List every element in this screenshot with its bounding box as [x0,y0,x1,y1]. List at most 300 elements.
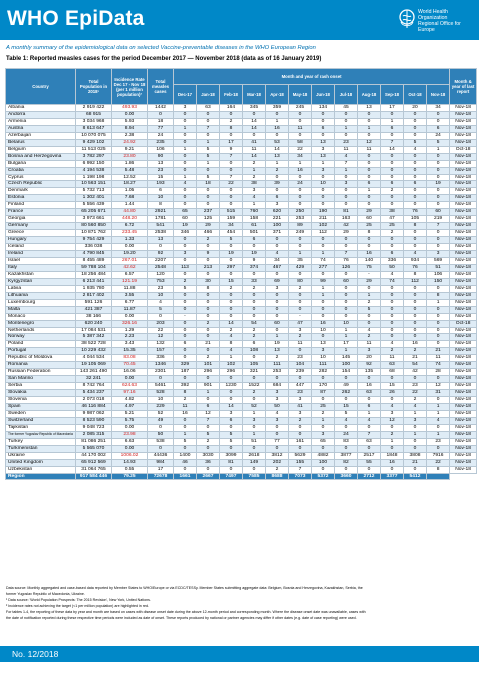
table-cell: 0 [289,202,312,209]
table-cell: 0 [404,202,427,209]
table-cell: 170 [312,383,335,390]
total-cell: 2712 [358,473,381,480]
table-cell: 5 [197,174,220,181]
table-cell: 0 [312,334,335,341]
table-cell: Nov-18 [450,264,477,271]
table-cell: 1848 [381,452,404,459]
incidence-cell: 5.48 [112,167,148,174]
table-cell: 8 [404,271,427,278]
table-cell: 3 [289,410,312,417]
country-cell: Germany [6,223,76,230]
table-cell: 371 [266,230,289,237]
table-cell: 0 [358,111,381,118]
table-cell: 2 [174,397,197,404]
country-cell: Kazakhstan [6,271,76,278]
incidence-cell: 1006.02 [112,452,148,459]
table-row [6,403,477,410]
table-cell: 8 [220,125,243,132]
col-header-month: May-18 [289,85,312,105]
table-row [6,195,477,202]
table-cell: 0 [243,397,266,404]
table-cell: 0 [220,299,243,306]
table-cell: 13 [266,348,289,355]
table-cell: 6 [220,417,243,424]
table-cell: 0 [427,424,450,431]
table-cell: 8 [427,292,450,299]
table-cell: 250 [289,209,312,216]
table-cell: 0 [220,188,243,195]
table-cell: 0 [220,257,243,264]
country-cell: Greece [6,230,76,237]
country-cell: Uzbekistan [6,466,76,473]
table-cell: 336 038 [76,244,112,251]
table-cell: 2301 [148,369,174,376]
table-cell: 5 [220,237,243,244]
table-cell: 0 [404,327,427,334]
table-cell: 0 [266,132,289,139]
table-cell: 984 [148,459,174,466]
table-cell: 0 [266,188,289,195]
table-cell: 0 [148,424,174,431]
table-cell: 0 [335,202,358,209]
table-cell: 0 [381,424,404,431]
table-cell: 0 [381,466,404,473]
table-cell: 0 [174,257,197,264]
table-cell: 14 [220,403,243,410]
table-cell: 51 [243,438,266,445]
table-cell: Nov-18 [450,341,477,348]
table-cell: 99 [312,278,335,285]
table-row [6,167,477,174]
table-cell: 3 [266,390,289,397]
table-cell: 6 [358,181,381,188]
incidence-cell: 0.55 [112,466,148,473]
country-cell: Slovakia [6,390,76,397]
table-cell: 0 [358,132,381,139]
table-cell: 6 [427,125,450,132]
page-title: WHO EpiData [7,7,145,30]
table-cell: 0 [404,118,427,125]
who-logo-text [418,9,478,33]
table-cell: 0 [358,202,381,209]
country-cell: Serbia [6,383,76,390]
table-cell: 0 [381,202,404,209]
table-cell: 0 [174,244,197,251]
table-cell: 0 [312,376,335,383]
country-cell: Turkey [6,438,76,445]
table-cell: 19 [174,223,197,230]
total-cell: 3660 [335,473,358,480]
table-cell: 16 [174,410,197,417]
table-cell: 591 126 [76,299,112,306]
table-cell: 25 [358,223,381,230]
table-cell: 7916 [427,452,450,459]
table-cell: 3 [174,251,197,258]
table-cell: 0 [266,376,289,383]
footnote-line: ¹ Data source: 'World Population Prospects: The 2015 Revision', New York, United Nations. [6,597,151,602]
table-cell: 0 [220,306,243,313]
total-cell: 7073 [289,473,312,480]
table-cell: 0 [220,160,243,167]
table-cell: 77 [266,438,289,445]
col-header-month: Jan-18 [197,85,220,105]
table-cell: 0 [174,292,197,299]
table-cell: 74 [312,257,335,264]
table-cell: 9 048 723 [76,424,112,431]
table-cell: 0 [289,118,312,125]
table-cell: 69 [266,278,289,285]
table-cell: 0 [312,111,335,118]
table-cell: Nov-18 [450,118,477,125]
table-cell: 0 [312,271,335,278]
table-cell: 8 [220,341,243,348]
table-cell: Nov-18 [450,209,477,216]
table-cell: 0 [404,132,427,139]
table-cell: Nov-18 [450,111,477,118]
table-cell: 0 [381,320,404,327]
table-cell: 336 [148,355,174,362]
table-cell: 2517 [358,452,381,459]
table-cell: 3 [381,410,404,417]
table-row [6,230,477,237]
table-cell: 1 [266,160,289,167]
table-cell: 32 241 [76,376,112,383]
table-cell: 6 [243,237,266,244]
table-cell: 2 [266,466,289,473]
table-cell: 1 [358,410,381,417]
table-cell: 52 [243,403,266,410]
measles-cases-table [5,68,477,480]
table-cell: Nov-18 [450,369,477,376]
table-cell: 17 [335,341,358,348]
incidence-cell: 5.21 [112,410,148,417]
table-cell: 0 [335,285,358,292]
table-cell: Nov-18 [450,445,477,452]
table-cell: 0 [427,306,450,313]
table-cell: 429 [289,264,312,271]
table-cell: 4 044 534 [76,355,112,362]
table-cell: 8 [427,466,450,473]
table-cell: 46 116 884 [76,403,112,410]
table-cell: 11 [243,146,266,153]
table-cell: 89 [289,223,312,230]
table-cell: 3 034 968 [76,118,112,125]
table-cell: 467 [266,264,289,271]
table-cell: 5 [427,139,450,146]
table-cell: 346 [174,230,197,237]
table-cell: 0 [174,334,197,341]
table-cell: 1781 [148,216,174,223]
table-cell: 3 [266,397,289,404]
table-cell: 0 [404,244,427,251]
table-cell: 26 [381,390,404,397]
table-cell: 50 [148,431,174,438]
total-cell [427,473,450,480]
table-cell: 0 [358,153,381,160]
table-cell: 0 [174,299,197,306]
table-cell: 569 [427,257,450,264]
table-cell: 5 556 439 [76,202,112,209]
table-cell: 0 [335,445,358,452]
table-cell: 0 [243,355,266,362]
table-cell: 1400 [174,452,197,459]
table-cell: 6 [404,181,427,188]
table-cell: 0 [427,341,450,348]
table-cell: 193 [148,181,174,188]
table-cell: 0 [404,237,427,244]
table-cell: 1442 [148,105,174,112]
total-label: Region [6,473,76,480]
table-cell: 1 [243,431,266,438]
table-cell: 4 [220,348,243,355]
table-cell: 2 [381,230,404,237]
table-cell: 77 [148,125,174,132]
table-cell: 0 [197,111,220,118]
table-cell: 132 [148,341,174,348]
table-cell: 150 [427,278,450,285]
table-cell: 44436 [148,452,174,459]
table-cell: 0 [174,188,197,195]
table-cell: 28 [427,369,450,376]
table-cell: 0 [312,397,335,404]
table-cell: 0 [197,244,220,251]
table-cell: 0 [289,348,312,355]
table-cell: 100 [312,459,335,466]
table-cell: 0 [358,376,381,383]
table-cell: 4 [381,403,404,410]
table-cell: 0 [404,376,427,383]
table-cell: 0 [335,306,358,313]
table-cell: 1 [358,188,381,195]
incidence-cell: 24.92 [112,139,148,146]
table-cell: 0 [243,313,266,320]
table-cell: 29 [197,223,220,230]
table-cell: 0 [427,327,450,334]
incidence-cell: 5.75 [112,417,148,424]
table-cell: 0 [266,237,289,244]
table-cell: 11 [381,355,404,362]
table-cell: 1 [197,139,220,146]
country-cell: Sweden [6,410,76,417]
table-cell: 0 [312,445,335,452]
table-cell: 80 560 850 [76,223,112,230]
table-cell: 5 [358,306,381,313]
table-cell: 29 [358,278,381,285]
table-cell: 2 073 018 [76,397,112,404]
table-cell: 2 [220,285,243,292]
table-cell: 0 [404,285,427,292]
table-cell: 14 [381,146,404,153]
footnote-line: former Yugoslav Republic of Macedonia, Ukraine. [6,591,85,596]
table-cell: 8 [174,390,197,397]
table-cell: 202 [266,459,289,466]
table-cell: 0 [381,160,404,167]
table-row [6,132,477,139]
table-cell: 0 [427,320,450,327]
table-cell: Nov-18 [450,431,477,438]
table-cell: 392 [174,383,197,390]
table-cell: 0 [312,299,335,306]
table-row [6,320,477,327]
table-cell: 5 [197,146,220,153]
country-cell: Hungary [6,237,76,244]
table-cell: 0 [404,125,427,132]
table-cell: 6 [381,181,404,188]
table-cell: 1 [197,160,220,167]
table-cell: 0 [335,237,358,244]
table-cell: 7 [220,153,243,160]
table-cell: 51 [427,264,450,271]
table-cell: Nov-18 [450,313,477,320]
table-cell: Oct-18 [450,320,477,327]
table-cell: 102 [312,223,335,230]
incidence-cell: 0.00 [112,313,148,320]
table-cell: 0 [381,132,404,139]
country-cell: Austria [6,125,76,132]
table-cell: 0 [243,299,266,306]
table-cell: 49 [148,417,174,424]
table-cell: 38 522 728 [76,341,112,348]
table-cell: 68 [381,369,404,376]
table-cell: Oct-18 [450,146,477,153]
table-row [6,410,477,417]
table-cell: 4882 [312,452,335,459]
table-cell: 0 [404,111,427,118]
table-cell: 35 [289,257,312,264]
table-cell: 81 [220,459,243,466]
table-cell: 0 [335,132,358,139]
table-cell: 11 [335,146,358,153]
table-row [6,341,477,348]
table-cell: 1 [427,146,450,153]
table-cell: 13 [312,153,335,160]
country-cell: Portugal [6,348,76,355]
table-cell: 15 [220,278,243,285]
table-row [6,445,477,452]
incidence-cell: 83.08 [112,355,148,362]
country-cell: Georgia [6,216,76,223]
col-header-total: Total measles cases [148,69,174,105]
incidence-cell: 0.00 [112,376,148,383]
table-cell: 0 [312,424,335,431]
table-cell: 0 [427,230,450,237]
table-cell: 105 [404,216,427,223]
col-header-last-report: Month & year of last report [450,69,477,105]
table-cell: 9 [220,146,243,153]
table-cell: 0 [197,299,220,306]
table-cell: 0 [312,174,335,181]
table-cell: 0 [427,244,450,251]
table-cell: 3030 [197,452,220,459]
table-cell: Nov-18 [450,466,477,473]
country-cell: France [6,209,76,216]
table-cell: 3 [174,105,197,112]
table-cell: 11 513 025 [76,146,112,153]
table-cell: Nov-18 [450,125,477,132]
incidence-cell: 18.27 [112,181,148,188]
table-cell: 0 [427,397,450,404]
table-cell: 101 [197,362,220,369]
table-cell: 13 [312,139,335,146]
table-cell: 4 [381,341,404,348]
table-cell: 9 429 102 [76,139,112,146]
table-cell: 33 [243,278,266,285]
table-cell: 3 [312,348,335,355]
incidence-cell: 624.63 [112,383,148,390]
table-cell: 0 [427,153,450,160]
table-cell: 23 [427,438,450,445]
table-cell: 2 [243,334,266,341]
table-cell: Nov-18 [450,438,477,445]
table-cell: 0 [381,313,404,320]
table-row [6,313,477,320]
table-cell: 13 [312,341,335,348]
table-cell: Nov-18 [450,306,477,313]
table-cell: 1 [381,438,404,445]
table-cell: 0 [148,376,174,383]
country-cell: Kyrgyzstan [6,278,76,285]
table-cell: 34 [220,223,243,230]
table-cell: Nov-18 [450,452,477,459]
country-cell: Israel [6,257,76,264]
table-cell: 22 [289,146,312,153]
table-cell: 2 [289,334,312,341]
table-cell: 44 170 002 [76,452,112,459]
table-cell: 19 [243,251,266,258]
table-cell: 1 [312,417,335,424]
table-row [6,452,477,459]
table-cell: 1 [358,292,381,299]
table-cell: 63 [358,390,381,397]
incidence-cell: 1.33 [112,237,148,244]
country-cell: Poland [6,341,76,348]
table-cell: 0 [174,355,197,362]
table-cell: 9 754 429 [76,237,112,244]
country-cell: Tajikistan [6,424,76,431]
table-cell: 8 742 764 [76,383,112,390]
table-cell: 4 [381,271,404,278]
table-cell: 0 [220,244,243,251]
table-cell: 39 [266,181,289,188]
table-cell: 0 [243,466,266,473]
table-cell: 0 [174,417,197,424]
table-cell: 29 [335,230,358,237]
table-cell: 5 565 070 [76,445,112,452]
table-cell: 50 [266,403,289,410]
table-cell: 0 [358,397,381,404]
table-cell: 0 [404,230,427,237]
table-cell: 5 [220,431,243,438]
table-cell: 112 [404,278,427,285]
table-cell: 9 [197,251,220,258]
table-cell: 0 [174,445,197,452]
table-cell: 262 [335,390,358,397]
table-cell: 10 070 075 [76,132,112,139]
table-cell: 0 [197,188,220,195]
table-cell: 901 [197,383,220,390]
table-cell: 120 [148,271,174,278]
table-cell: 541 [148,223,174,230]
table-cell: 17 [220,139,243,146]
table-cell: 0 [404,160,427,167]
incidence-cell: 493.93 [112,105,148,112]
incidence-cell: 0.00 [112,244,148,251]
table-row [6,306,477,313]
table-cell: Nov-18 [450,417,477,424]
table-cell: 0 [312,244,335,251]
table-cell: 0 [289,306,312,313]
table-cell: 0 [427,445,450,452]
